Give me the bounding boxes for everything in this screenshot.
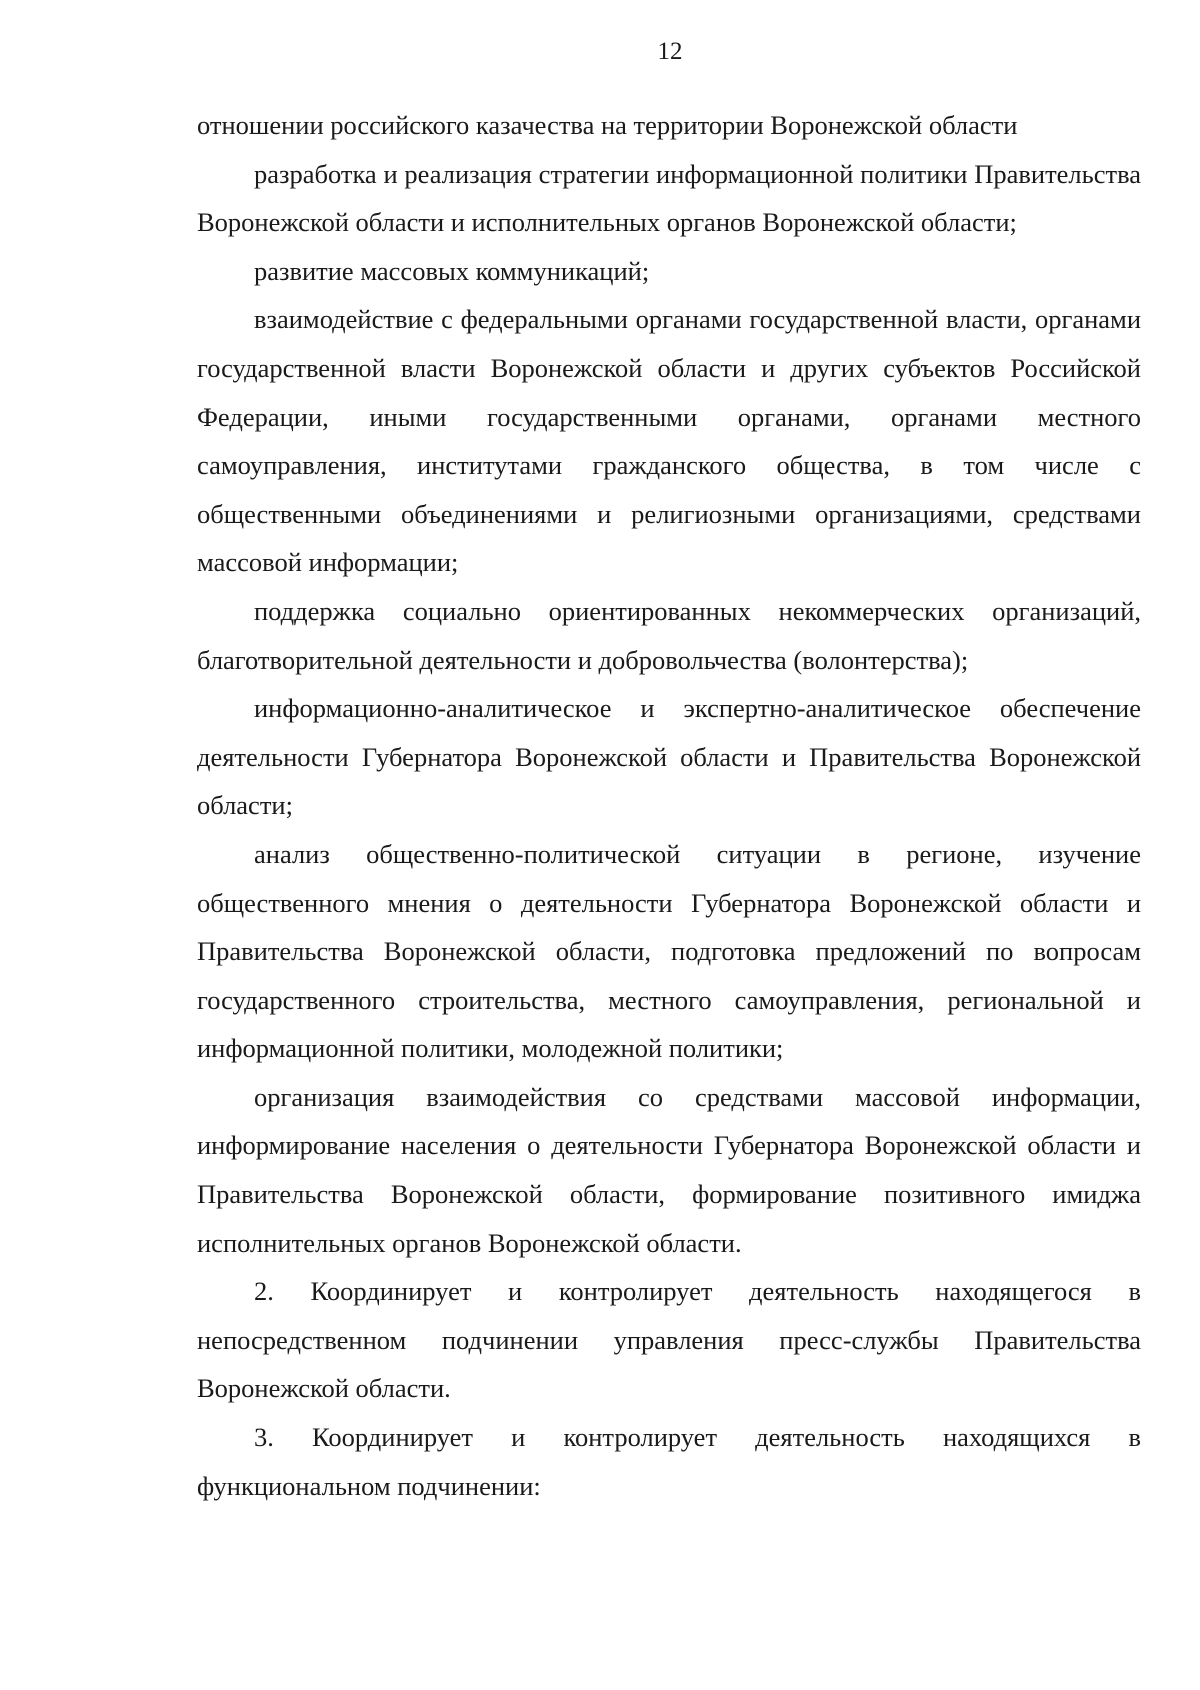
- paragraph-interaction: взаимодействие с федеральными органами государственной власти, органами государственной власти Воронежской области и других субъектов Российской Федерации, иными государственными органами, органами местного самоуправления, институтами гражданского общества, в том числе с общественными объединениями и религиозными организациями, средствами массовой информации;: [197, 304, 1141, 578]
- paragraph-nko-support: поддержка социально ориентированных некоммерческих организаций, благотворительной деятельности и добровольчества (волонтерства);: [197, 595, 1141, 675]
- paragraph-media-interaction: организация взаимодействия со средствами массовой информации, информирование населения о деятельности Губернатора Воронежской области и Правительства Воронежской области, формирование позитивного имиджа исполнительных органов Воронежской области.: [197, 1081, 1141, 1258]
- paragraph-political-analysis: анализ общественно-политической ситуации в регионе, изучение общественного мнения о деятельности Губернатора Воронежской области и Правительства Воронежской области, подготовка предложений по вопросам государственного строительства, местного самоуправления, региональной и информационной политики, молодежной политики;: [197, 838, 1141, 1064]
- paragraph-item-3: 3. Координирует и контролирует деятельность находящихся в функциональном подчинении:: [197, 1422, 1141, 1501]
- paragraph-analytics: информационно-аналитическое и экспертно-аналитическое обеспечение деятельности Губернатора Воронежской области и Правительства Воронежской области;: [197, 693, 1141, 821]
- document-body: [197, 101, 1141, 1510]
- paragraph-mass-communications: развитие массовых коммуникаций;: [254, 255, 650, 286]
- paragraph-continuation: отношении российского казачества на территории Воронежской области: [197, 110, 1018, 140]
- page-number: 12: [657, 38, 683, 65]
- paragraph-information-policy: разработка и реализация стратегии информационной политики Правительства Воронежской области и исполнительных органов Воронежской области;: [197, 158, 1141, 238]
- paragraph-item-2: 2. Координирует и контролирует деятельность находящегося в непосредственном подчинении управления пресс-службы Правительства Воронежской области.: [197, 1276, 1141, 1404]
